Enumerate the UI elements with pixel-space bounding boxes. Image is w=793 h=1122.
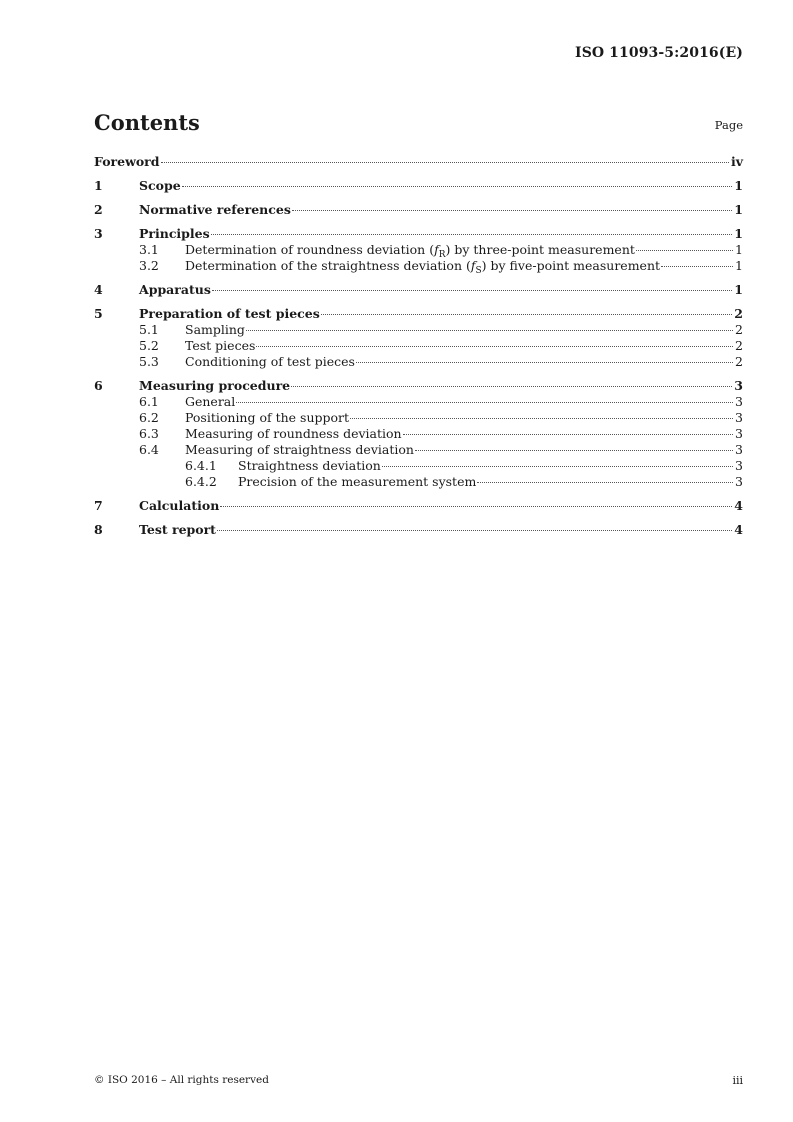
toc-entry-number: 5.2 — [139, 338, 159, 353]
leader-dots — [292, 209, 732, 211]
toc-entry-number: 6.4.2 — [185, 474, 217, 489]
toc-entry-number: 3.1 — [139, 242, 159, 257]
toc-entry-test-pieces[interactable] — [94, 338, 743, 354]
toc-entry-number: 6.4.1 — [185, 458, 217, 473]
symbol-subscript: S — [475, 266, 482, 276]
toc-entry-page: 1 — [734, 178, 743, 193]
label-text-after: ) by three-point measurement — [445, 242, 635, 257]
toc-entry-measuring-straightness-deviation[interactable] — [94, 442, 743, 458]
toc-entry-calculation[interactable] — [94, 498, 743, 514]
toc-entry-label: Test pieces — [185, 338, 256, 353]
toc-entry-number: 1 — [94, 178, 103, 193]
toc-entry-page: 2 — [735, 354, 743, 369]
toc-entry-positioning-of-support[interactable] — [94, 410, 743, 426]
toc-entry-page: 2 — [734, 306, 743, 321]
toc-entry-label: Calculation — [139, 498, 220, 513]
leader-dots — [217, 529, 732, 531]
toc-entry-measuring-procedure[interactable] — [94, 378, 743, 394]
toc-entry-number: 6.3 — [139, 426, 159, 441]
toc-entry-number: 8 — [94, 522, 103, 537]
toc-entry-straightness-deviation[interactable] — [94, 458, 743, 474]
leader-dots — [403, 433, 733, 435]
copyright-notice: © ISO 2016 – All rights reserved — [94, 1074, 269, 1086]
leader-dots — [350, 417, 733, 419]
toc-entry-label: Scope — [139, 178, 181, 193]
toc-entry-number: 6.4 — [139, 442, 159, 457]
toc-entry-page: 2 — [735, 322, 743, 337]
toc-entry-label: Foreword — [94, 154, 160, 169]
toc-entry-label — [185, 258, 660, 274]
toc-entry-page: 3 — [735, 394, 743, 409]
toc-entry-label: Precision of the measurement system — [238, 474, 477, 489]
toc-entry-page: 1 — [734, 226, 743, 241]
toc-entry-page: 4 — [734, 522, 743, 537]
toc-entry-label: Positioning of the support — [185, 410, 350, 425]
toc-entry-label: Preparation of test pieces — [139, 306, 320, 321]
toc-entry-apparatus[interactable] — [94, 282, 743, 298]
toc-entry-label — [185, 242, 635, 258]
leader-dots — [246, 329, 733, 331]
page-number: iii — [732, 1074, 743, 1087]
leader-dots — [212, 289, 732, 291]
toc-entry-number: 6.2 — [139, 410, 159, 425]
toc-entry-label: Measuring of roundness deviation — [185, 426, 402, 441]
toc-entry-roundness-deviation-determination[interactable] — [94, 242, 743, 258]
leader-dots — [321, 313, 733, 315]
leader-dots — [291, 385, 732, 387]
toc-entry-principles[interactable] — [94, 226, 743, 242]
toc-entry-preparation-of-test-pieces[interactable] — [94, 306, 743, 322]
toc-entry-foreword[interactable] — [94, 154, 743, 170]
toc-entry-number: 5 — [94, 306, 103, 321]
label-text-before: Determination of roundness deviation ( — [185, 242, 435, 257]
toc-entry-label: Measuring procedure — [139, 378, 291, 393]
toc-entry-page: 2 — [735, 338, 743, 353]
toc-entry-number: 5.1 — [139, 322, 159, 337]
symbol-subscript: R — [438, 250, 446, 260]
standard-identifier: ISO 11093-5:2016(E) — [575, 45, 743, 61]
toc-entry-page: 3 — [735, 442, 743, 457]
toc-entry-page: 3 — [735, 426, 743, 441]
toc-entry-label: Apparatus — [139, 282, 211, 297]
toc-entry-page: iv — [730, 154, 743, 169]
toc-entry-label: Sampling — [185, 322, 245, 337]
leader-dots — [256, 345, 733, 347]
toc-entry-number: 3 — [94, 226, 103, 241]
toc-entry-test-report[interactable] — [94, 522, 743, 538]
toc-entry-label: Normative references — [139, 202, 291, 217]
leader-dots — [161, 161, 729, 163]
toc-entry-straightness-deviation-determination[interactable] — [94, 258, 743, 274]
toc-entry-number: 3.2 — [139, 258, 159, 273]
toc-entry-general[interactable] — [94, 394, 743, 410]
label-text-after: ) by five-point measurement — [481, 258, 661, 273]
toc-entry-label: Measuring of straightness deviation — [185, 442, 414, 457]
toc-entry-sampling[interactable] — [94, 322, 743, 338]
toc-entry-number: 7 — [94, 498, 103, 513]
table-of-contents — [94, 154, 743, 538]
toc-entry-page: 3 — [735, 458, 743, 473]
leader-dots — [182, 185, 733, 187]
symbol-f: f — [434, 242, 439, 257]
toc-entry-page: 1 — [734, 202, 743, 217]
leader-dots — [382, 465, 733, 467]
toc-entry-scope[interactable] — [94, 178, 743, 194]
leader-dots — [236, 401, 733, 403]
toc-entry-page: 1 — [735, 258, 743, 273]
toc-entry-precision-of-measurement-system[interactable] — [94, 474, 743, 490]
toc-entry-page: 4 — [734, 498, 743, 513]
toc-entry-number: 2 — [94, 202, 103, 217]
leader-dots — [415, 449, 733, 451]
toc-entry-number: 6.1 — [139, 394, 159, 409]
toc-entry-number: 6 — [94, 378, 103, 393]
leader-dots — [636, 249, 733, 251]
leader-dots — [356, 361, 733, 363]
toc-entry-number: 5.3 — [139, 354, 159, 369]
leader-dots — [661, 265, 733, 267]
leader-dots — [220, 505, 732, 507]
toc-entry-measuring-roundness-deviation[interactable] — [94, 426, 743, 442]
contents-title: Contents — [94, 110, 200, 135]
toc-entry-label: Test report — [139, 522, 216, 537]
toc-entry-label: Principles — [139, 226, 210, 241]
toc-entry-page: 1 — [735, 242, 743, 257]
leader-dots — [211, 233, 733, 235]
label-text-before: Determination of the straightness deviation ( — [185, 258, 471, 273]
leader-dots — [477, 481, 733, 483]
toc-entry-label: Conditioning of test pieces — [185, 354, 355, 369]
symbol-f: f — [470, 258, 476, 273]
toc-entry-conditioning-of-test-pieces[interactable] — [94, 354, 743, 370]
toc-entry-page: 3 — [734, 378, 743, 393]
page-column-label: Page — [714, 118, 743, 132]
toc-entry-normative-references[interactable] — [94, 202, 743, 218]
toc-entry-number: 4 — [94, 282, 103, 297]
toc-entry-page: 3 — [735, 474, 743, 489]
toc-entry-page: 1 — [734, 282, 743, 297]
toc-entry-label: Straightness deviation — [238, 458, 381, 473]
toc-entry-label: General — [185, 394, 236, 409]
toc-entry-page: 3 — [735, 410, 743, 425]
